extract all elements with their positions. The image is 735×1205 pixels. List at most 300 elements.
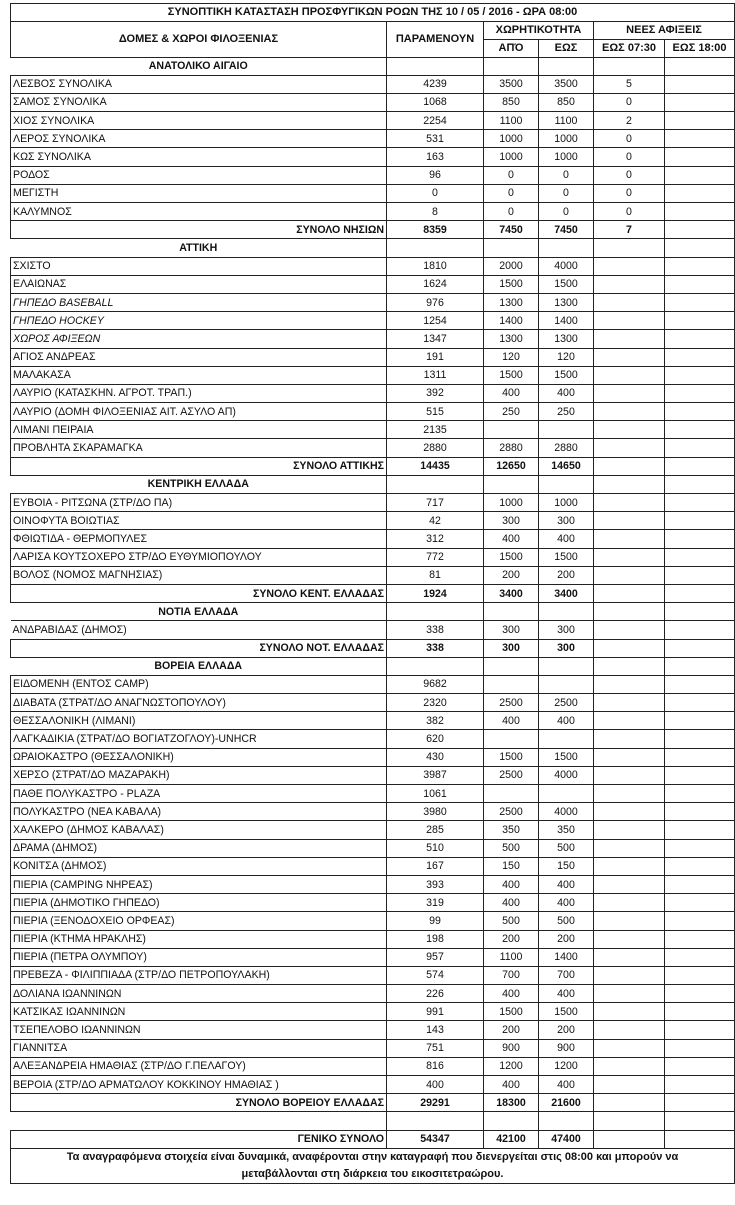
cell-capacity-to: 1500	[539, 748, 594, 766]
facility-name: ΔΡΑΜΑ (ΔΗΜΟΣ)	[11, 839, 387, 857]
cell-arrivals-0730	[594, 548, 665, 566]
cell-arrivals-0730	[594, 57, 665, 75]
total-arrivals-0730	[594, 1094, 665, 1112]
table-row	[11, 748, 735, 766]
cell-capacity-from	[484, 239, 539, 257]
cell-arrivals-0730	[594, 330, 665, 348]
table-row	[11, 439, 735, 457]
table-row	[11, 75, 735, 93]
cell-arrivals-1800	[665, 330, 735, 348]
cell-remaining	[387, 239, 484, 257]
table-row	[11, 839, 735, 857]
table-row	[11, 857, 735, 875]
table-row	[11, 530, 735, 548]
total-capacity-to: 7450	[539, 221, 594, 239]
total-arrivals-0730	[594, 584, 665, 602]
total-arrivals-0730: 7	[594, 221, 665, 239]
total-capacity-to: 14650	[539, 457, 594, 475]
cell-capacity-from	[484, 785, 539, 803]
cell-capacity-to: 2500	[539, 694, 594, 712]
cell-capacity-to: 1400	[539, 312, 594, 330]
cell-arrivals-1800	[665, 75, 735, 93]
cell-arrivals-0730	[594, 948, 665, 966]
cell-arrivals-1800	[665, 1057, 735, 1075]
cell-arrivals-0730	[594, 894, 665, 912]
cell-capacity-to: 1300	[539, 330, 594, 348]
cell-capacity-from	[484, 675, 539, 693]
cell-capacity-from: 1100	[484, 112, 539, 130]
cell-capacity-to	[539, 239, 594, 257]
cell-arrivals-0730	[594, 475, 665, 493]
cell-arrivals-0730	[594, 1021, 665, 1039]
cell-remaining: 143	[387, 1021, 484, 1039]
cell-arrivals-0730	[594, 621, 665, 639]
cell-arrivals-0730: 5	[594, 75, 665, 93]
facility-name: ΧΩΡΟΣ ΑΦΙΞΕΩΝ	[11, 330, 387, 348]
cell-arrivals-1800	[665, 985, 735, 1003]
facility-name: ΑΝΔΡΑΒΙΔΑΣ (ΔΗΜΟΣ)	[11, 621, 387, 639]
total-capacity-from: 12650	[484, 457, 539, 475]
total-capacity-from: 18300	[484, 1094, 539, 1112]
cell-arrivals-0730	[594, 439, 665, 457]
grand-total-row	[11, 1130, 735, 1148]
total-arrivals-0730	[594, 639, 665, 657]
cell-arrivals-1800	[665, 112, 735, 130]
cell-remaining: 772	[387, 548, 484, 566]
cell-capacity-to	[539, 730, 594, 748]
table-row	[11, 184, 735, 202]
cell-capacity-to: 400	[539, 1076, 594, 1094]
cell-arrivals-1800	[665, 130, 735, 148]
cell-arrivals-1800	[665, 785, 735, 803]
table-row	[11, 93, 735, 111]
table-row	[11, 312, 735, 330]
cell-remaining: 0	[387, 184, 484, 202]
empty-row	[11, 1112, 735, 1130]
cell-arrivals-1800	[665, 494, 735, 512]
cell-capacity-from: 2500	[484, 766, 539, 784]
facility-name	[11, 1112, 387, 1130]
table-row	[11, 403, 735, 421]
cell-arrivals-1800	[665, 748, 735, 766]
cell-remaining: 382	[387, 712, 484, 730]
table-row	[11, 1057, 735, 1075]
cell-remaining: 81	[387, 566, 484, 584]
cell-capacity-to: 400	[539, 530, 594, 548]
cell-remaining: 430	[387, 748, 484, 766]
cell-capacity-to: 400	[539, 894, 594, 912]
table-row	[11, 384, 735, 402]
cell-capacity-to	[539, 475, 594, 493]
cell-arrivals-1800	[665, 839, 735, 857]
facility-name: ΠΙΕΡΙΑ (ΔΗΜΟΤΙΚΟ ΓΗΠΕΔΟ)	[11, 894, 387, 912]
cell-arrivals-1800	[665, 1076, 735, 1094]
cell-arrivals-1800	[665, 312, 735, 330]
cell-arrivals-0730	[594, 657, 665, 675]
table-row	[11, 912, 735, 930]
total-remaining: 338	[387, 639, 484, 657]
facility-name: ΕΥΒΟΙΑ - ΡΙΤΣΩΝΑ (ΣΤΡ/ΔΟ ΠΑ)	[11, 494, 387, 512]
section-header-row	[11, 657, 735, 675]
cell-remaining: 3980	[387, 803, 484, 821]
cell-capacity-to: 0	[539, 166, 594, 184]
cell-arrivals-0730	[594, 384, 665, 402]
cell-arrivals-1800	[665, 857, 735, 875]
cell-capacity-from: 200	[484, 930, 539, 948]
cell-capacity-to: 200	[539, 566, 594, 584]
total-remaining: 54347	[387, 1130, 484, 1148]
table-row	[11, 1021, 735, 1039]
table-row	[11, 730, 735, 748]
cell-capacity-to	[539, 785, 594, 803]
cell-capacity-from: 250	[484, 403, 539, 421]
total-arrivals-0730	[594, 457, 665, 475]
cell-capacity-from: 1400	[484, 312, 539, 330]
cell-remaining: 191	[387, 348, 484, 366]
total-remaining: 1924	[387, 584, 484, 602]
cell-capacity-to: 120	[539, 348, 594, 366]
cell-remaining: 338	[387, 621, 484, 639]
cell-capacity-to: 200	[539, 1021, 594, 1039]
cell-arrivals-0730: 0	[594, 130, 665, 148]
cell-capacity-to: 300	[539, 621, 594, 639]
cell-capacity-to: 1500	[539, 366, 594, 384]
table-row	[11, 894, 735, 912]
total-row	[11, 1094, 735, 1112]
table-row	[11, 512, 735, 530]
cell-arrivals-0730	[594, 1039, 665, 1057]
table-row	[11, 566, 735, 584]
cell-capacity-to: 400	[539, 985, 594, 1003]
cell-remaining: 957	[387, 948, 484, 966]
facility-name: ΓΗΠΕΔΟ HOCKEY	[11, 312, 387, 330]
cell-capacity-to: 500	[539, 912, 594, 930]
cell-remaining: 198	[387, 930, 484, 948]
facility-name: ΕΙΔΟΜΕΝΗ (ΕΝΤΟΣ CAMP)	[11, 675, 387, 693]
facility-name: ΠΙΕΡΙΑ (CAMPING ΝΗΡΕΑΣ)	[11, 875, 387, 893]
cell-remaining: 319	[387, 894, 484, 912]
facility-name: ΚΩΣ ΣΥΝΟΛΙΚΑ	[11, 148, 387, 166]
cell-capacity-from: 1200	[484, 1057, 539, 1075]
cell-capacity-to: 350	[539, 821, 594, 839]
cell-capacity-to: 1400	[539, 948, 594, 966]
cell-capacity-from	[484, 1112, 539, 1130]
total-row	[11, 221, 735, 239]
total-arrivals-1800	[665, 221, 735, 239]
cell-arrivals-0730: 0	[594, 203, 665, 221]
cell-remaining: 96	[387, 166, 484, 184]
cell-capacity-from: 1500	[484, 366, 539, 384]
facility-name: ΘΕΣΣΑΛΟΝΙΚΗ (ΛΙΜΑΝΙ)	[11, 712, 387, 730]
cell-remaining: 574	[387, 966, 484, 984]
cell-arrivals-1800	[665, 730, 735, 748]
cell-remaining	[387, 603, 484, 621]
cell-capacity-to	[539, 657, 594, 675]
section-name: ΝΟΤΙΑ ΕΛΛΑΔΑ	[11, 603, 387, 621]
facility-name: ΠΡΟΒΛΗΤΑ ΣΚΑΡΑΜΑΓΚΑ	[11, 439, 387, 457]
cell-remaining: 510	[387, 839, 484, 857]
facility-name: ΠΙΕΡΙΑ (ΞΕΝΟΔΟΧΕΙΟ ΟΡΦΕΑΣ)	[11, 912, 387, 930]
facility-name: ΣΧΙΣΤΟ	[11, 257, 387, 275]
cell-capacity-to: 1300	[539, 293, 594, 311]
cell-remaining: 392	[387, 384, 484, 402]
total-capacity-to: 300	[539, 639, 594, 657]
facility-name: ΧΙΟΣ ΣΥΝΟΛΙΚΑ	[11, 112, 387, 130]
facility-name: ΧΑΛΚΕΡΟ (ΔΗΜΟΣ ΚΑΒΑΛΑΣ)	[11, 821, 387, 839]
total-capacity-to: 3400	[539, 584, 594, 602]
table-row	[11, 766, 735, 784]
cell-capacity-to: 0	[539, 184, 594, 202]
total-arrivals-1800	[665, 1130, 735, 1148]
cell-capacity-from: 1300	[484, 330, 539, 348]
cell-capacity-from: 2880	[484, 439, 539, 457]
cell-arrivals-0730	[594, 966, 665, 984]
cell-capacity-from	[484, 57, 539, 75]
header-capacity: ΧΩΡΗΤΙΚΟΤΗΤΑ	[484, 21, 594, 39]
cell-arrivals-0730: 0	[594, 93, 665, 111]
cell-capacity-to: 900	[539, 1039, 594, 1057]
cell-arrivals-1800	[665, 93, 735, 111]
section-name: ΒΟΡΕΙΑ ΕΛΛΑΔΑ	[11, 657, 387, 675]
cell-capacity-from: 900	[484, 1039, 539, 1057]
cell-arrivals-1800	[665, 566, 735, 584]
cell-remaining: 3987	[387, 766, 484, 784]
cell-capacity-from: 1500	[484, 748, 539, 766]
cell-remaining: 991	[387, 1003, 484, 1021]
table-row	[11, 148, 735, 166]
table-row	[11, 548, 735, 566]
total-capacity-to: 47400	[539, 1130, 594, 1148]
facility-name: ΔΙΑΒΑΤΑ (ΣΤΡΑΤ/ΔΟ ΑΝΑΓΝΩΣΤΟΠΟΥΛΟΥ)	[11, 694, 387, 712]
cell-remaining: 1061	[387, 785, 484, 803]
refugee-flows-table	[10, 3, 735, 1184]
total-remaining: 14435	[387, 457, 484, 475]
table-row	[11, 803, 735, 821]
cell-arrivals-0730	[594, 403, 665, 421]
cell-arrivals-0730: 2	[594, 112, 665, 130]
cell-arrivals-0730	[594, 348, 665, 366]
table-row	[11, 257, 735, 275]
cell-capacity-from: 850	[484, 93, 539, 111]
cell-capacity-to	[539, 603, 594, 621]
header-new-arrivals: ΝΕΕΣ ΑΦΙΞΕΙΣ	[594, 21, 735, 39]
cell-capacity-to	[539, 57, 594, 75]
cell-arrivals-1800	[665, 530, 735, 548]
facility-name: ΚΟΝΙΤΣΑ (ΔΗΜΟΣ)	[11, 857, 387, 875]
cell-capacity-from: 0	[484, 166, 539, 184]
facility-name: ΓΗΠΕΔΟ BASEBALL	[11, 293, 387, 311]
cell-arrivals-0730	[594, 985, 665, 1003]
cell-capacity-to: 250	[539, 403, 594, 421]
cell-capacity-to: 150	[539, 857, 594, 875]
cell-capacity-to: 4000	[539, 257, 594, 275]
cell-capacity-from: 300	[484, 512, 539, 530]
facility-name: ΠΡΕΒΕΖΑ - ΦΙΛΙΠΠΙΑΔΑ (ΣΤΡ/ΔΟ ΠΕΤΡΟΠΟΥΛΑΚΗ)	[11, 966, 387, 984]
cell-capacity-from: 2500	[484, 694, 539, 712]
total-capacity-from: 7450	[484, 221, 539, 239]
total-row	[11, 584, 735, 602]
cell-arrivals-0730	[594, 803, 665, 821]
cell-arrivals-1800	[665, 712, 735, 730]
cell-capacity-from: 700	[484, 966, 539, 984]
table-row	[11, 966, 735, 984]
facility-name: ΛΙΜΑΝΙ ΠΕΙΡΑΙΑ	[11, 421, 387, 439]
cell-arrivals-0730: 0	[594, 184, 665, 202]
cell-capacity-from: 1300	[484, 293, 539, 311]
facility-name: ΛΕΡΟΣ ΣΥΝΟΛΙΚΑ	[11, 130, 387, 148]
cell-remaining: 163	[387, 148, 484, 166]
cell-capacity-from: 400	[484, 985, 539, 1003]
cell-capacity-from: 1000	[484, 494, 539, 512]
cell-arrivals-1800	[665, 293, 735, 311]
facility-name: ΚΑΛΥΜΝΟΣ	[11, 203, 387, 221]
cell-capacity-from: 500	[484, 839, 539, 857]
total-capacity-from: 300	[484, 639, 539, 657]
header-row-1	[11, 21, 735, 39]
cell-arrivals-0730	[594, 293, 665, 311]
table-row	[11, 675, 735, 693]
cell-remaining: 1624	[387, 275, 484, 293]
cell-remaining: 816	[387, 1057, 484, 1075]
table-row	[11, 348, 735, 366]
table-row	[11, 166, 735, 184]
section-name: ΑΝΑΤΟΛΙΚΟ ΑΙΓΑΙΟ	[11, 57, 387, 75]
cell-arrivals-0730	[594, 730, 665, 748]
cell-remaining: 531	[387, 130, 484, 148]
cell-remaining: 285	[387, 821, 484, 839]
facility-name: ΜΕΓΙΣΤΗ	[11, 184, 387, 202]
cell-remaining: 620	[387, 730, 484, 748]
facility-name: ΟΙΝΟΦΥΤΑ ΒΟΙΩΤΙΑΣ	[11, 512, 387, 530]
cell-arrivals-0730	[594, 748, 665, 766]
cell-capacity-to: 3500	[539, 75, 594, 93]
facility-name: ΦΘΙΩΤΙΔΑ - ΘΕΡΜΟΠΥΛΕΣ	[11, 530, 387, 548]
cell-arrivals-1800	[665, 239, 735, 257]
header-capacity-to: ΕΩΣ	[539, 39, 594, 57]
cell-arrivals-1800	[665, 421, 735, 439]
total-label: ΣΥΝΟΛΟ ΚΕΝΤ. ΕΛΛΑΔΑΣ	[11, 584, 387, 602]
total-arrivals-1800	[665, 639, 735, 657]
cell-arrivals-0730	[594, 930, 665, 948]
section-header-row	[11, 57, 735, 75]
facility-name: ΓΙΑΝΝΙΤΣΑ	[11, 1039, 387, 1057]
cell-capacity-from: 400	[484, 875, 539, 893]
cell-arrivals-1800	[665, 439, 735, 457]
section-header-row	[11, 239, 735, 257]
cell-capacity-to: 300	[539, 512, 594, 530]
cell-remaining: 1347	[387, 330, 484, 348]
cell-arrivals-1800	[665, 403, 735, 421]
table-row	[11, 821, 735, 839]
facility-name: ΠΙΕΡΙΑ (ΚΤΗΜΑ ΗΡΑΚΛΗΣ)	[11, 930, 387, 948]
cell-arrivals-1800	[665, 930, 735, 948]
cell-capacity-to: 200	[539, 930, 594, 948]
table-row	[11, 275, 735, 293]
table-row	[11, 1003, 735, 1021]
cell-arrivals-1800	[665, 912, 735, 930]
table-row	[11, 1076, 735, 1094]
cell-remaining	[387, 1112, 484, 1130]
cell-arrivals-1800	[665, 57, 735, 75]
facility-name: ΒΟΛΟΣ (ΝΟΜΟΣ ΜΑΓΝΗΣΙΑΣ)	[11, 566, 387, 584]
table-row	[11, 112, 735, 130]
cell-capacity-to: 400	[539, 384, 594, 402]
cell-remaining	[387, 475, 484, 493]
cell-capacity-to	[539, 1112, 594, 1130]
table-row	[11, 366, 735, 384]
facility-name: ΛΑΥΡΙΟ (ΚΑΤΑΣΚΗΝ. ΑΓΡΟΤ. ΤΡΑΠ.)	[11, 384, 387, 402]
cell-arrivals-1800	[665, 1112, 735, 1130]
cell-capacity-to: 400	[539, 712, 594, 730]
cell-capacity-from: 0	[484, 203, 539, 221]
total-label: ΓΕΝΙΚΟ ΣΥΝΟΛΟ	[11, 1130, 387, 1148]
cell-capacity-from	[484, 603, 539, 621]
cell-arrivals-1800	[665, 166, 735, 184]
cell-arrivals-0730	[594, 257, 665, 275]
cell-capacity-from: 400	[484, 894, 539, 912]
cell-arrivals-1800	[665, 366, 735, 384]
cell-arrivals-0730	[594, 912, 665, 930]
facility-name: ΠΙΕΡΙΑ (ΠΕΤΡΑ ΟΛΥΜΠΟΥ)	[11, 948, 387, 966]
cell-remaining: 1810	[387, 257, 484, 275]
cell-remaining: 8	[387, 203, 484, 221]
total-arrivals-0730	[594, 1130, 665, 1148]
cell-capacity-from	[484, 730, 539, 748]
cell-capacity-from: 1100	[484, 948, 539, 966]
facility-name: ΛΑΥΡΙΟ (ΔΟΜΗ ΦΙΛΟΞΕΝΙΑΣ ΑΙΤ. ΑΣΥΛΟ ΑΠ)	[11, 403, 387, 421]
cell-capacity-to: 1000	[539, 130, 594, 148]
total-row	[11, 639, 735, 657]
cell-arrivals-0730	[594, 1076, 665, 1094]
cell-arrivals-1800	[665, 894, 735, 912]
cell-remaining: 515	[387, 403, 484, 421]
facility-name: ΠΟΛΥΚΑΣΤΡΟ (ΝΕΑ ΚΑΒΑΛΑ)	[11, 803, 387, 821]
table-row	[11, 694, 735, 712]
cell-capacity-to: 1500	[539, 548, 594, 566]
cell-capacity-to: 1500	[539, 275, 594, 293]
cell-capacity-to: 1000	[539, 494, 594, 512]
footer-note-row	[11, 1148, 735, 1183]
section-header-row	[11, 475, 735, 493]
table-row	[11, 494, 735, 512]
facility-name: ΜΑΛΑΚΑΣΑ	[11, 366, 387, 384]
cell-remaining: 400	[387, 1076, 484, 1094]
total-arrivals-1800	[665, 1094, 735, 1112]
facility-name: ΛΑΓΚΑΔΙΚΙΑ (ΣΤΡΑΤ/ΔΟ ΒΟΓΙΑΤΖΟΓΛΟΥ)-UNHCR	[11, 730, 387, 748]
total-arrivals-1800	[665, 457, 735, 475]
cell-arrivals-1800	[665, 875, 735, 893]
cell-remaining: 42	[387, 512, 484, 530]
facility-name: ΠΑΘΕ ΠΟΛΥΚΑΣΤΡΟ - PLAZA	[11, 785, 387, 803]
cell-remaining: 2254	[387, 112, 484, 130]
table-row	[11, 330, 735, 348]
cell-arrivals-1800	[665, 275, 735, 293]
cell-capacity-from: 500	[484, 912, 539, 930]
cell-remaining: 2320	[387, 694, 484, 712]
table-row	[11, 421, 735, 439]
total-arrivals-1800	[665, 584, 735, 602]
cell-arrivals-1800	[665, 1039, 735, 1057]
cell-arrivals-1800	[665, 1021, 735, 1039]
cell-arrivals-1800	[665, 203, 735, 221]
cell-remaining: 2880	[387, 439, 484, 457]
cell-capacity-to: 0	[539, 203, 594, 221]
header-facilities: ΔΟΜΕΣ & ΧΩΡΟΙ ΦΙΛΟΞΕΝΙΑΣ	[11, 21, 387, 57]
cell-capacity-to: 1500	[539, 1003, 594, 1021]
facility-name: ΛΕΣΒΟΣ ΣΥΝΟΛΙΚΑ	[11, 75, 387, 93]
cell-arrivals-1800	[665, 148, 735, 166]
cell-capacity-to: 850	[539, 93, 594, 111]
